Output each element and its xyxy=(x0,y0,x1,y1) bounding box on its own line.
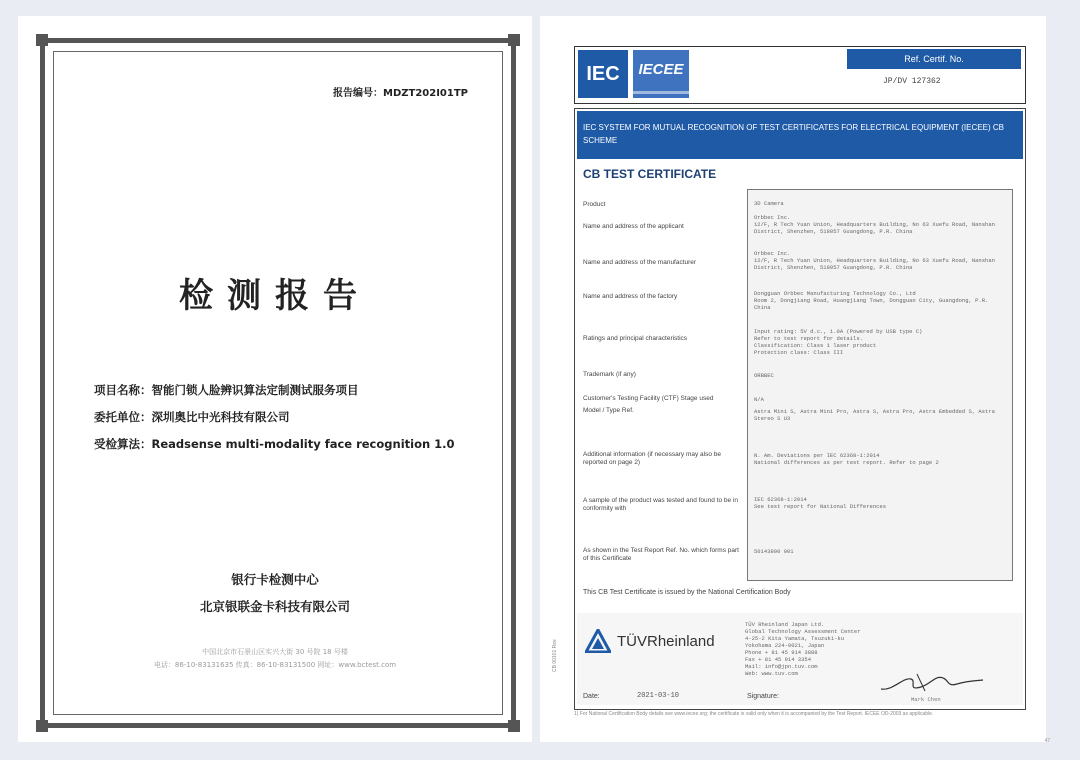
ref-cert-label: Ref. Certif. No. xyxy=(847,49,1021,69)
date-label: Date: xyxy=(583,693,600,700)
company-name: 北京银联金卡科技有限公司 xyxy=(199,599,350,614)
field-label-trademark: Trademark (if any) xyxy=(583,371,636,378)
field-label-factory: Name and address of the factory xyxy=(583,293,678,300)
field-value-manufacturer: Orbbec Inc. 12/F, R Tech Yuan Union, Headquarters Building, No 63 Xuefu Road, Nanshan District, Shenzhen, 518057 Guangdong, P.R. China xyxy=(754,250,995,271)
date-value: 2021-03-10 xyxy=(637,692,680,700)
company-contact: 电话：86-10-83131635 传真：86-10-83131500 网址：www.bctest.com xyxy=(153,661,397,669)
client-value: 深圳奥比中光科技有限公司 xyxy=(151,410,290,424)
field-value-additional-info: N. Am. Deviations per IEC 62368-1:2014 National differences as per test report. Refer to page 2 xyxy=(754,452,939,466)
tuv-rheinland-logo: TÜVRheinland xyxy=(617,633,715,650)
frame-corner xyxy=(508,720,520,732)
project-name-row xyxy=(94,382,359,398)
project-label: 项目名称： xyxy=(94,383,152,397)
field-value-product: 3D Camera xyxy=(754,200,784,207)
algorithm-value: Readsense multi-modality face recognition 1.0 xyxy=(151,437,455,451)
field-label-applicant: Name and address of the applicant xyxy=(583,223,684,230)
iec-logo: IEC xyxy=(578,50,628,98)
field-label-conformity: A sample of the product was tested and found to be in conformity with xyxy=(583,497,739,512)
field-label-manufacturer: Name and address of the manufacturer xyxy=(583,259,697,266)
field-label-product: Product xyxy=(583,201,606,208)
frame-corner xyxy=(508,34,520,46)
field-value-applicant: Orbbec Inc. 12/F, R Tech Yuan Union, Headquarters Building, No 63 Xuefu Road, Nanshan District, Shenzhen, 518057 Guangdong, P.R. China xyxy=(754,214,995,235)
cb-test-certificate xyxy=(540,16,1046,742)
signature-label: Signature: xyxy=(747,693,779,700)
frame-corner xyxy=(36,720,48,732)
scheme-banner: IEC SYSTEM FOR MUTUAL RECOGNITION OF TEST CERTIFICATES FOR ELECTRICAL EQUIPMENT (IECEE) CB SCHEME xyxy=(577,111,1023,159)
certificate-title: CB TEST CERTIFICATE xyxy=(583,167,717,181)
field-value-ctf-stage: N/A xyxy=(754,396,764,403)
iecee-logo xyxy=(633,50,689,98)
page-number: 47 xyxy=(1044,738,1050,744)
field-label-test-report: As shown in the Test Report Ref. No. which forms part of this Certificate xyxy=(583,547,739,562)
iecee-logo-stripe xyxy=(633,91,689,94)
signer-name: Mark Chen xyxy=(911,696,941,703)
iecee-logo-text: IECEE xyxy=(638,61,684,78)
side-note: CB 00101 Rev. xyxy=(552,638,558,672)
certificate-header xyxy=(574,46,1026,104)
tuv-triangle-icon xyxy=(585,629,611,653)
frame-corner xyxy=(36,34,48,46)
field-value-ratings: Input rating: 5V d.c., 1.0A (Powered by USB type C) Refer to test report for details. Classification: Class 1 laser product Protection class: Class III xyxy=(754,328,923,356)
field-label-ctf-stage: Customer's Testing Facility (CTF) Stage used xyxy=(583,395,714,402)
company-address: 中国北京市石景山区实兴大街 30 号院 18 号楼 xyxy=(202,648,348,656)
report-number: 报告编号：MDZT202I01TP xyxy=(333,88,468,99)
report-title: 检测报告 xyxy=(179,276,371,316)
field-label-additional-info: Additional information (if necessary may also be reported on page 2) xyxy=(583,451,722,466)
algorithm-label: 受检算法： xyxy=(94,437,152,451)
certificate-body xyxy=(574,108,1026,710)
field-label-model: Model / Type Ref. xyxy=(583,407,634,414)
client-label: 委托单位： xyxy=(94,410,152,424)
field-label-ratings: Ratings and principal characteristics xyxy=(583,335,688,342)
client-row xyxy=(94,409,290,425)
field-value-conformity: IEC 62368-1:2014 See test report for National Differences xyxy=(754,496,887,510)
certificate-values-box xyxy=(747,189,1013,581)
testing-center-name: 银行卡检测中心 xyxy=(231,572,319,587)
field-value-trademark: ORBBEC xyxy=(754,372,774,379)
field-value-model: Astra Mini S, Astra Mini Pro, Astra S, Astra Pro, Astra Embedded S, Astra Stereo S U3 xyxy=(754,408,995,422)
field-value-test-report: 50143800 001 xyxy=(754,548,794,555)
field-value-factory: Dongguan Orbbec Manufacturing Technology Co., Ltd Room 2, Dongjiang Road, Huangjiang Town, Dongguan City, Guangdong, P.R. China xyxy=(754,290,989,311)
issued-by-statement: This CB Test Certificate is issued by the National Certification Body xyxy=(583,589,791,596)
tuv-address: TÜV Rheinland Japan Ltd. Global Technology Assessment Center 4-25-2 Kita Yamata, Tsuzuki-ku Yokohama 224-0021, Japan Phone + 81 45 914 3888 Fax + 81 45 914 3354 Mail: info@jpn.tuv.com Web: www.tuv.com xyxy=(745,621,861,677)
algorithm-row xyxy=(94,436,455,452)
certificate-footnote: 1) For National Certification Body details see www.iecee.org; the certificate is valid only when it is accompanied by the Test Report. IECEE OD-2003 as applicable. xyxy=(574,711,934,717)
project-value: 智能门锁人脸辨识算法定制测试服务项目 xyxy=(151,383,359,397)
certification-body-area xyxy=(577,613,1023,705)
handwritten-signature xyxy=(877,669,987,695)
ref-cert-cell xyxy=(847,49,1021,99)
ref-cert-number: JP/DV 127362 xyxy=(883,77,941,86)
test-report-cover xyxy=(18,16,532,742)
